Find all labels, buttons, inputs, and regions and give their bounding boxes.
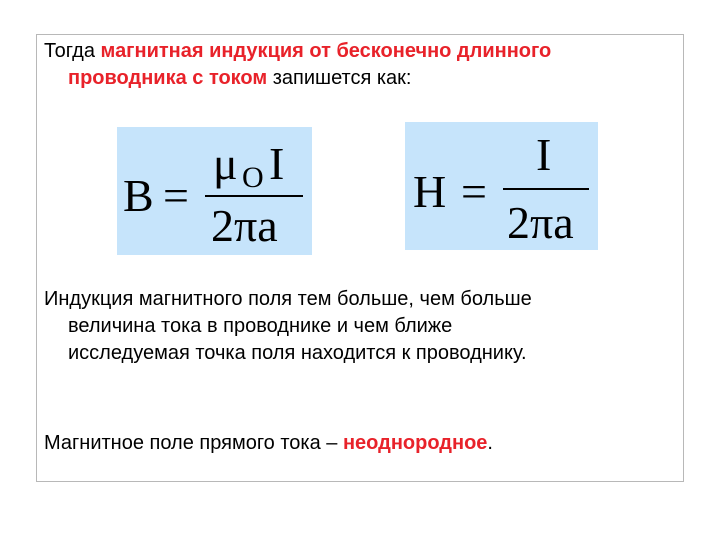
conclusion-paragraph <box>44 430 676 457</box>
formula-b-equals: = <box>163 170 189 221</box>
formula-h-equals: = <box>461 166 487 217</box>
conclusion-highlight: неоднородное <box>342 432 488 454</box>
formula-h-fraction-bar <box>503 188 589 190</box>
explanation-line-2: величина тока в проводнике и чем ближе <box>68 315 453 337</box>
formula-b-lhs: B <box>123 170 154 221</box>
formula-b-box <box>117 127 312 255</box>
intro-highlight-1: магнитная индукция от бесконечно длинного <box>100 40 552 62</box>
formula-h-lhs: H <box>413 166 447 217</box>
formula-b-fraction-bar <box>205 195 303 197</box>
explanation-line-1: Индукция магнитного поля тем больше, чем больше <box>44 288 532 310</box>
intro-suffix: запишется как: <box>267 67 412 89</box>
conclusion-suffix: . <box>487 432 493 454</box>
formula-h-box <box>405 122 598 250</box>
formula-h-numerator: I <box>536 129 552 180</box>
formula-b-mu: μ <box>213 138 238 189</box>
explanation-paragraph <box>44 286 676 367</box>
intro-highlight-2: проводника с током <box>68 67 268 89</box>
intro-paragraph <box>44 38 676 92</box>
slide-frame <box>36 34 684 482</box>
conclusion-prefix: Магнитное поле прямого тока – <box>44 432 343 454</box>
formula-b-denominator: 2πa <box>211 200 278 251</box>
intro-prefix: Тогда <box>44 40 101 62</box>
formula-h-denominator: 2πa <box>507 197 574 248</box>
formula-b-current: I <box>269 138 285 189</box>
formula-b-mu-subscript: O <box>242 161 264 194</box>
explanation-line-3: исследуемая точка поля находится к проводнику. <box>68 342 527 364</box>
